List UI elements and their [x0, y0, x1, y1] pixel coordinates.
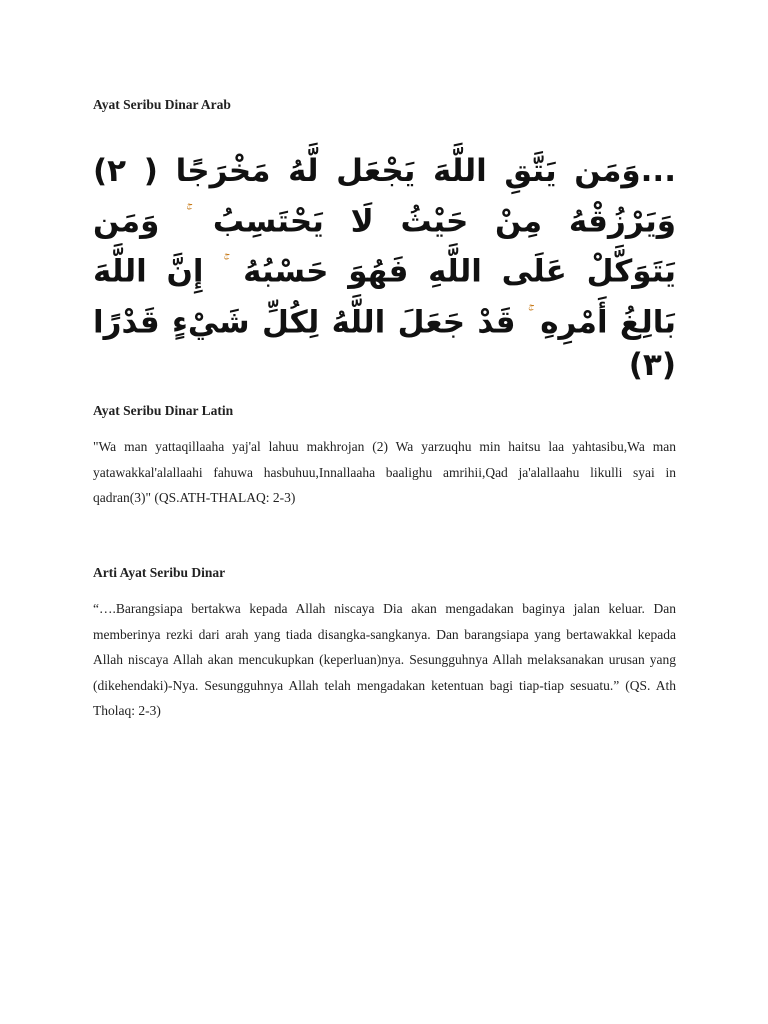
heading-latin: Ayat Seribu Dinar Latin	[93, 403, 234, 418]
arabic-segment-2: ٢) وَيَرْزُقْهُ مِنْ حَيْثُ لَا يَحْتَسِبُ	[93, 153, 677, 240]
arabic-verse	[93, 150, 676, 387]
heading-arti: Arti Ayat Seribu Dinar	[93, 565, 226, 580]
translation-text: “….Barangsiapa bertakwa kepada Allah niscaya Dia akan mengadakan baginya jalan keluar. Dan memberinya rezki dari arah yang tiada disangka-sangkanya. Dan barangsiapa yang bertawakkal kepada Allah niscaya Allah akan mencukupkan (keperluan)nya. Sesungguhnya Allah melaksanakan urusan yang (dikehendaki)-Nya. Sesungguhnya Allah telah mengadakan ketentuan bagi tiap-tiap sesuatu.” (QS. Ath Tholaq: 2-3)	[93, 601, 676, 718]
arabic-segment-5: قَدْ جَعَلَ اللَّهُ لِكُلِّ شَيْءٍ قَدْرًا (٣)	[93, 303, 676, 383]
arabic-segment-1: ...وَمَن يَتَّقِ اللَّهَ يَجْعَل لَّهُ مَخْرَجًا (	[143, 153, 676, 189]
arabic-segment-4: إِنَّ اللَّهَ بَالِغُ أَمْرِهِ	[93, 253, 676, 340]
arabic-segment-3: وَمَن يَتَوَكَّلْ عَلَى اللَّهِ فَهُوَ حَسْبُهُ	[93, 203, 676, 290]
heading-arab: Ayat Seribu Dinar Arab	[93, 97, 231, 112]
latin-transliteration: "Wa man yattaqillaaha yaj'al lahuu makhrojan (2) Wa yarzuqhu min haitsu laa yahtasibu,Wa man yatawakkal'alallaahi fahuwa hasbuhuu,Innallaaha baalighu amrihii,Qad ja'alallaahu likulli syai in qadran(3)" (QS.ATH-THALAQ: 2-3)	[93, 439, 676, 505]
